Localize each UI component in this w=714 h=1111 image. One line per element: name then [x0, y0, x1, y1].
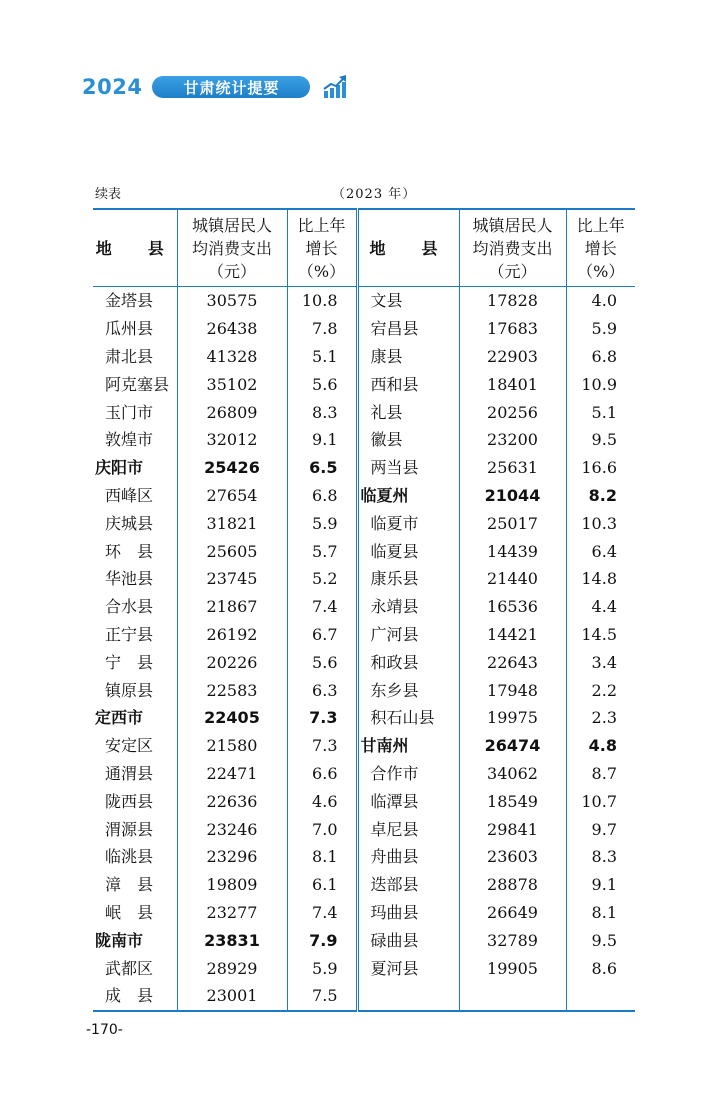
consumption-value-right: 17828	[459, 287, 566, 315]
growth-rate-right: 8.2	[566, 482, 635, 510]
consumption-value-left: 21867	[177, 593, 287, 621]
consumption-value-right	[459, 982, 566, 1011]
consumption-value-left: 26192	[177, 621, 287, 649]
consumption-value-left: 30575	[177, 287, 287, 315]
district-name-right: 广河县	[357, 621, 459, 649]
growth-rate-right: 5.1	[566, 398, 635, 426]
consumption-value-left: 35102	[177, 370, 287, 398]
consumption-value-right: 19905	[459, 954, 566, 982]
table-row	[93, 843, 635, 871]
district-name-right: 文县	[357, 287, 459, 315]
district-name-left: 陇南市	[95, 930, 144, 950]
table-row	[93, 537, 635, 565]
table-row	[93, 482, 635, 510]
district-name-right: 舟曲县	[357, 843, 459, 871]
header-consumption-left: 城镇居民人 均消费支出 （元）	[177, 209, 287, 287]
district-name-right: 甘南州	[357, 732, 459, 760]
growth-rate-left: 6.8	[287, 482, 357, 510]
growth-rate-right: 8.7	[566, 760, 635, 788]
district-name-left: 武都区	[105, 958, 154, 978]
table-row	[93, 426, 635, 454]
growth-rate-right: 2.2	[566, 676, 635, 704]
growth-rate-right: 4.4	[566, 593, 635, 621]
district-name-left: 金塔县	[105, 291, 154, 311]
header-growth-left: 比上年 增长 （%）	[287, 209, 357, 287]
table-row	[93, 871, 635, 899]
district-name-left: 正宁县	[105, 624, 154, 644]
consumption-value-right: 22903	[459, 343, 566, 371]
consumption-value-left: 22636	[177, 787, 287, 815]
consumption-value-right: 19975	[459, 704, 566, 732]
district-name-left: 定西市	[95, 708, 144, 728]
district-name-right: 和政县	[357, 648, 459, 676]
growth-rate-left: 7.9	[287, 926, 357, 954]
growth-rate-right: 3.4	[566, 648, 635, 676]
consumption-value-left: 23745	[177, 565, 287, 593]
district-name-right: 迭部县	[357, 871, 459, 899]
district-name-right: 永靖县	[357, 593, 459, 621]
consumption-value-right: 14439	[459, 537, 566, 565]
district-name-right: 西和县	[357, 370, 459, 398]
consumption-value-left: 23831	[177, 926, 287, 954]
consumption-value-right: 29841	[459, 815, 566, 843]
district-name-left: 华池县	[105, 569, 154, 589]
table-row	[93, 760, 635, 788]
growth-rate-left: 7.5	[287, 982, 357, 1011]
district-name-left: 庆城县	[105, 513, 154, 533]
district-name-left: 环 县	[105, 541, 154, 561]
district-name-left: 合水县	[105, 597, 154, 617]
continued-label: 续表	[95, 187, 122, 202]
table-row	[93, 398, 635, 426]
table-row	[93, 343, 635, 371]
consumption-value-left: 23277	[177, 899, 287, 927]
growth-rate-right: 9.5	[566, 926, 635, 954]
district-name-left: 岷 县	[105, 902, 154, 922]
district-name-left: 宁 县	[105, 652, 154, 672]
growth-rate-right: 10.9	[566, 370, 635, 398]
district-name-left: 安定区	[105, 736, 154, 756]
growth-rate-right: 16.6	[566, 454, 635, 482]
page-header	[82, 72, 348, 102]
table-row	[93, 454, 635, 482]
district-name-right: 积石山县	[357, 704, 459, 732]
growth-rate-right: 9.5	[566, 426, 635, 454]
district-name-right: 徽县	[357, 426, 459, 454]
consumption-value-right: 28878	[459, 871, 566, 899]
consumption-value-right: 16536	[459, 593, 566, 621]
consumption-value-left: 21580	[177, 732, 287, 760]
district-name-left: 成 县	[93, 982, 177, 1011]
growth-rate-right: 9.1	[566, 871, 635, 899]
table-row	[93, 509, 635, 537]
growth-rate-left: 4.6	[287, 787, 357, 815]
table-row	[93, 287, 635, 315]
table-row	[93, 704, 635, 732]
district-name-right: 玛曲县	[357, 899, 459, 927]
growth-rate-left: 7.3	[287, 704, 357, 732]
growth-rate-right: 8.6	[566, 954, 635, 982]
growth-rate-left: 5.9	[287, 954, 357, 982]
table-row	[93, 370, 635, 398]
consumption-value-left: 23246	[177, 815, 287, 843]
table-row	[93, 954, 635, 982]
consumption-value-right: 18401	[459, 370, 566, 398]
consumption-value-left: 28929	[177, 954, 287, 982]
growth-rate-left: 7.4	[287, 899, 357, 927]
consumption-value-right: 17948	[459, 676, 566, 704]
growth-rate-right: 8.1	[566, 899, 635, 927]
district-name-left: 敦煌市	[105, 430, 154, 450]
district-name-left: 临洮县	[105, 847, 154, 867]
table-row	[93, 787, 635, 815]
consumption-value-left: 20226	[177, 648, 287, 676]
growth-rate-right: 14.8	[566, 565, 635, 593]
header-year: 2024	[82, 75, 143, 99]
consumption-value-right: 20256	[459, 398, 566, 426]
district-name-right: 康县	[357, 343, 459, 371]
consumption-value-left: 22405	[177, 704, 287, 732]
growth-rate-left: 5.9	[287, 509, 357, 537]
district-name-right: 合作市	[357, 760, 459, 788]
table-row	[93, 621, 635, 649]
district-name-right: 碌曲县	[357, 926, 459, 954]
table-row	[93, 676, 635, 704]
district-name-left: 西峰区	[105, 485, 154, 505]
district-name-left: 陇西县	[105, 791, 154, 811]
consumption-value-left: 31821	[177, 509, 287, 537]
growth-rate-left: 6.3	[287, 676, 357, 704]
district-name-left: 玉门市	[105, 402, 154, 422]
growth-rate-right: 5.9	[566, 315, 635, 343]
growth-rate-right	[566, 982, 635, 1011]
district-name-right: 临夏市	[357, 509, 459, 537]
consumption-value-right: 23200	[459, 426, 566, 454]
consumption-value-left: 26438	[177, 315, 287, 343]
growth-rate-left: 6.1	[287, 871, 357, 899]
district-name-left: 漳 县	[105, 875, 154, 895]
district-name-left: 阿克塞县	[105, 374, 170, 394]
growth-rate-left: 6.7	[287, 621, 357, 649]
header-district-left: 地 县	[93, 209, 177, 287]
table-row	[93, 815, 635, 843]
consumption-value-right: 18549	[459, 787, 566, 815]
consumption-value-left: 23296	[177, 843, 287, 871]
consumption-value-right: 25017	[459, 509, 566, 537]
district-name-right	[357, 982, 459, 1011]
district-name-left: 镇原县	[105, 680, 154, 700]
table-row	[93, 732, 635, 760]
header-district-right: 地 县	[357, 209, 459, 287]
growth-rate-left: 8.1	[287, 843, 357, 871]
consumption-value-right: 21440	[459, 565, 566, 593]
district-name-right: 两当县	[357, 454, 459, 482]
growth-rate-left: 5.6	[287, 648, 357, 676]
growth-rate-right: 8.3	[566, 843, 635, 871]
consumption-value-left: 25426	[177, 454, 287, 482]
district-name-left: 庆阳市	[95, 458, 144, 478]
growth-rate-right: 6.8	[566, 343, 635, 371]
table-row	[93, 899, 635, 927]
growth-rate-right: 2.3	[566, 704, 635, 732]
growth-rate-left: 7.3	[287, 732, 357, 760]
consumption-value-right: 32789	[459, 926, 566, 954]
consumption-value-right: 21044	[459, 482, 566, 510]
consumption-value-left: 22471	[177, 760, 287, 788]
growth-rate-right: 6.4	[566, 537, 635, 565]
consumption-value-right: 14421	[459, 621, 566, 649]
growth-rate-left: 9.1	[287, 426, 357, 454]
district-name-left: 瓜州县	[105, 319, 154, 339]
growth-rate-left: 8.3	[287, 398, 357, 426]
header-title-badge: 甘肃统计提要	[152, 76, 310, 98]
table-row	[93, 982, 635, 1011]
district-name-right: 东乡县	[357, 676, 459, 704]
consumption-value-right: 26474	[459, 732, 566, 760]
header-growth-right: 比上年 增长 （%）	[566, 209, 635, 287]
consumption-value-left: 41328	[177, 343, 287, 371]
consumption-value-left: 22583	[177, 676, 287, 704]
consumption-value-left: 19809	[177, 871, 287, 899]
growth-rate-left: 7.0	[287, 815, 357, 843]
growth-rate-left: 5.6	[287, 370, 357, 398]
district-name-right: 卓尼县	[357, 815, 459, 843]
consumption-value-left: 26809	[177, 398, 287, 426]
growth-rate-left: 6.5	[287, 454, 357, 482]
table-row	[93, 315, 635, 343]
growth-rate-left: 5.2	[287, 565, 357, 593]
district-name-right: 康乐县	[357, 565, 459, 593]
page-number: -170-	[86, 1022, 123, 1038]
table-row	[93, 565, 635, 593]
trend-chart-icon	[322, 74, 348, 100]
district-name-right: 临潭县	[357, 787, 459, 815]
growth-rate-right: 9.7	[566, 815, 635, 843]
table-row	[93, 926, 635, 954]
consumption-value-right: 17683	[459, 315, 566, 343]
consumption-value-right: 22643	[459, 648, 566, 676]
district-name-right: 临夏州	[357, 482, 459, 510]
growth-rate-left: 7.4	[287, 593, 357, 621]
district-name-right: 礼县	[357, 398, 459, 426]
district-name-right: 临夏县	[357, 537, 459, 565]
year-note: （2023 年）	[332, 187, 417, 202]
growth-rate-left: 5.1	[287, 343, 357, 371]
header-consumption-right: 城镇居民人 均消费支出 （元）	[459, 209, 566, 287]
table-row	[93, 593, 635, 621]
consumption-value-right: 23603	[459, 843, 566, 871]
district-name-right: 夏河县	[357, 954, 459, 982]
growth-rate-right: 10.7	[566, 787, 635, 815]
growth-rate-left: 7.8	[287, 315, 357, 343]
growth-rate-left: 5.7	[287, 537, 357, 565]
table-row	[93, 648, 635, 676]
consumption-table	[93, 208, 635, 1012]
consumption-value-left: 32012	[177, 426, 287, 454]
district-name-left: 肃北县	[105, 346, 154, 366]
consumption-value-left: 25605	[177, 537, 287, 565]
table-header-row	[93, 209, 635, 287]
growth-rate-left: 6.6	[287, 760, 357, 788]
district-name-left: 通渭县	[105, 763, 154, 783]
consumption-value-left: 27654	[177, 482, 287, 510]
growth-rate-right: 14.5	[566, 621, 635, 649]
growth-rate-right: 4.8	[566, 732, 635, 760]
growth-rate-right: 4.0	[566, 287, 635, 315]
consumption-value-left: 23001	[177, 982, 287, 1011]
consumption-value-right: 26649	[459, 899, 566, 927]
growth-rate-left: 10.8	[287, 287, 357, 315]
consumption-value-right: 34062	[459, 760, 566, 788]
growth-rate-right: 10.3	[566, 509, 635, 537]
district-name-left: 渭源县	[105, 819, 154, 839]
district-name-right: 宕昌县	[357, 315, 459, 343]
consumption-value-right: 25631	[459, 454, 566, 482]
